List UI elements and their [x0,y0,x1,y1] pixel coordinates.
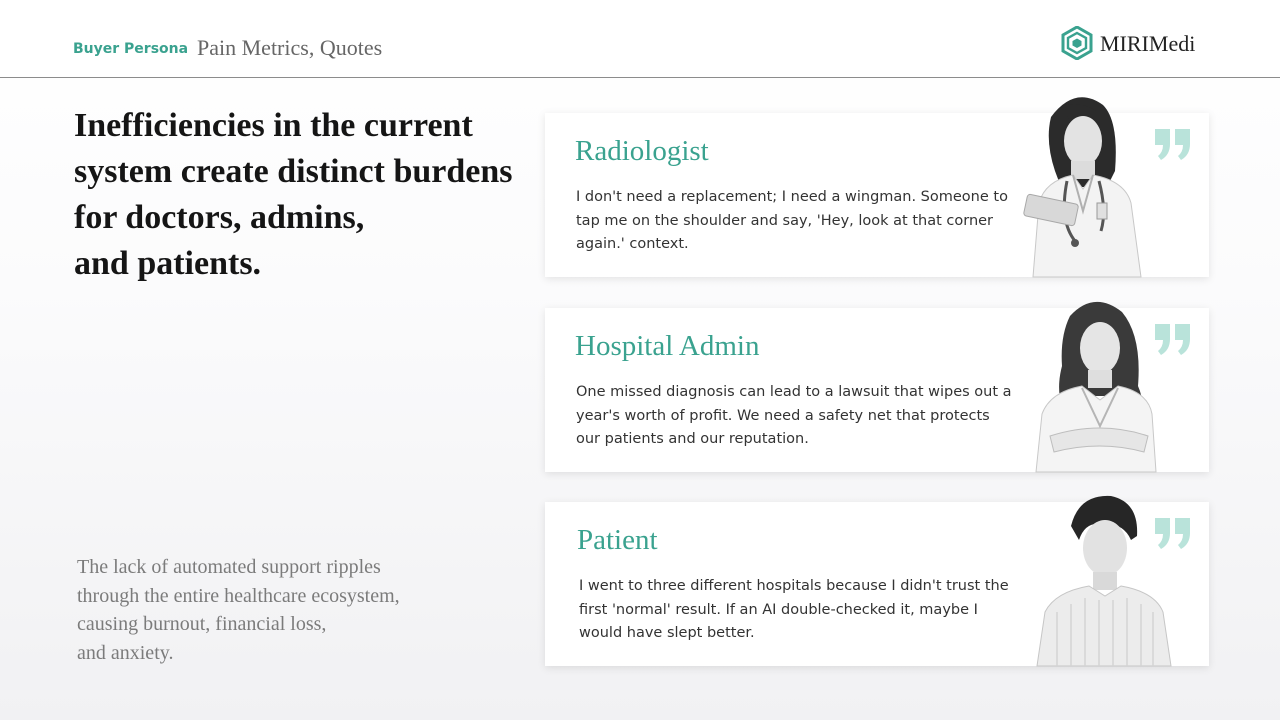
hexagon-logo-icon [1061,26,1093,60]
headline-line: Inefficiencies in the current [74,107,473,144]
summary-text [77,553,457,667]
persona-role: Radiologist [575,135,709,167]
persona-card-radiologist [545,113,1209,277]
headline-line: for doctors, admins, [74,199,365,236]
persona-role: Patient [577,524,658,556]
summary-line: The lack of automated support ripples [77,556,381,578]
summary-line: through the entire healthcare ecosystem, [77,584,400,607]
section-title: Pain Metrics, Quotes [197,35,383,60]
persona-role: Hospital Admin [575,330,760,362]
headline-line: system create distinct burdens [74,153,513,190]
summary-line: and anxiety. [77,641,174,664]
hospital-admin-portrait [1020,296,1170,472]
persona-quote: I don't need a replacement; I need a wingman. Someone to tap me on the shoulder and say, 'Hey, look at that corner again.' context. [576,189,1008,252]
patient-portrait [1027,492,1177,666]
headline-line: and patients. [74,245,262,282]
persona-card-patient [545,502,1209,666]
radiologist-portrait [1015,91,1175,277]
brand-logo [1061,26,1201,62]
persona-quote: I went to three different hospitals because I didn't trust the first 'normal' result. If an AI double-checked it, maybe I would have slept better. [579,578,1009,641]
persona-quote: One missed diagnosis can lead to a lawsuit that wipes out a year's worth of profit. We need a safety net that protects our patients and our reputation. [576,384,1012,447]
persona-card-hospital-admin [545,308,1209,472]
summary-line: causing burnout, financial loss, [77,613,327,635]
brand-name: MIRIMedi [1100,31,1196,56]
top-bar [0,0,1280,78]
headline [74,103,534,287]
buyer-persona-tag: Buyer Persona [73,41,189,57]
